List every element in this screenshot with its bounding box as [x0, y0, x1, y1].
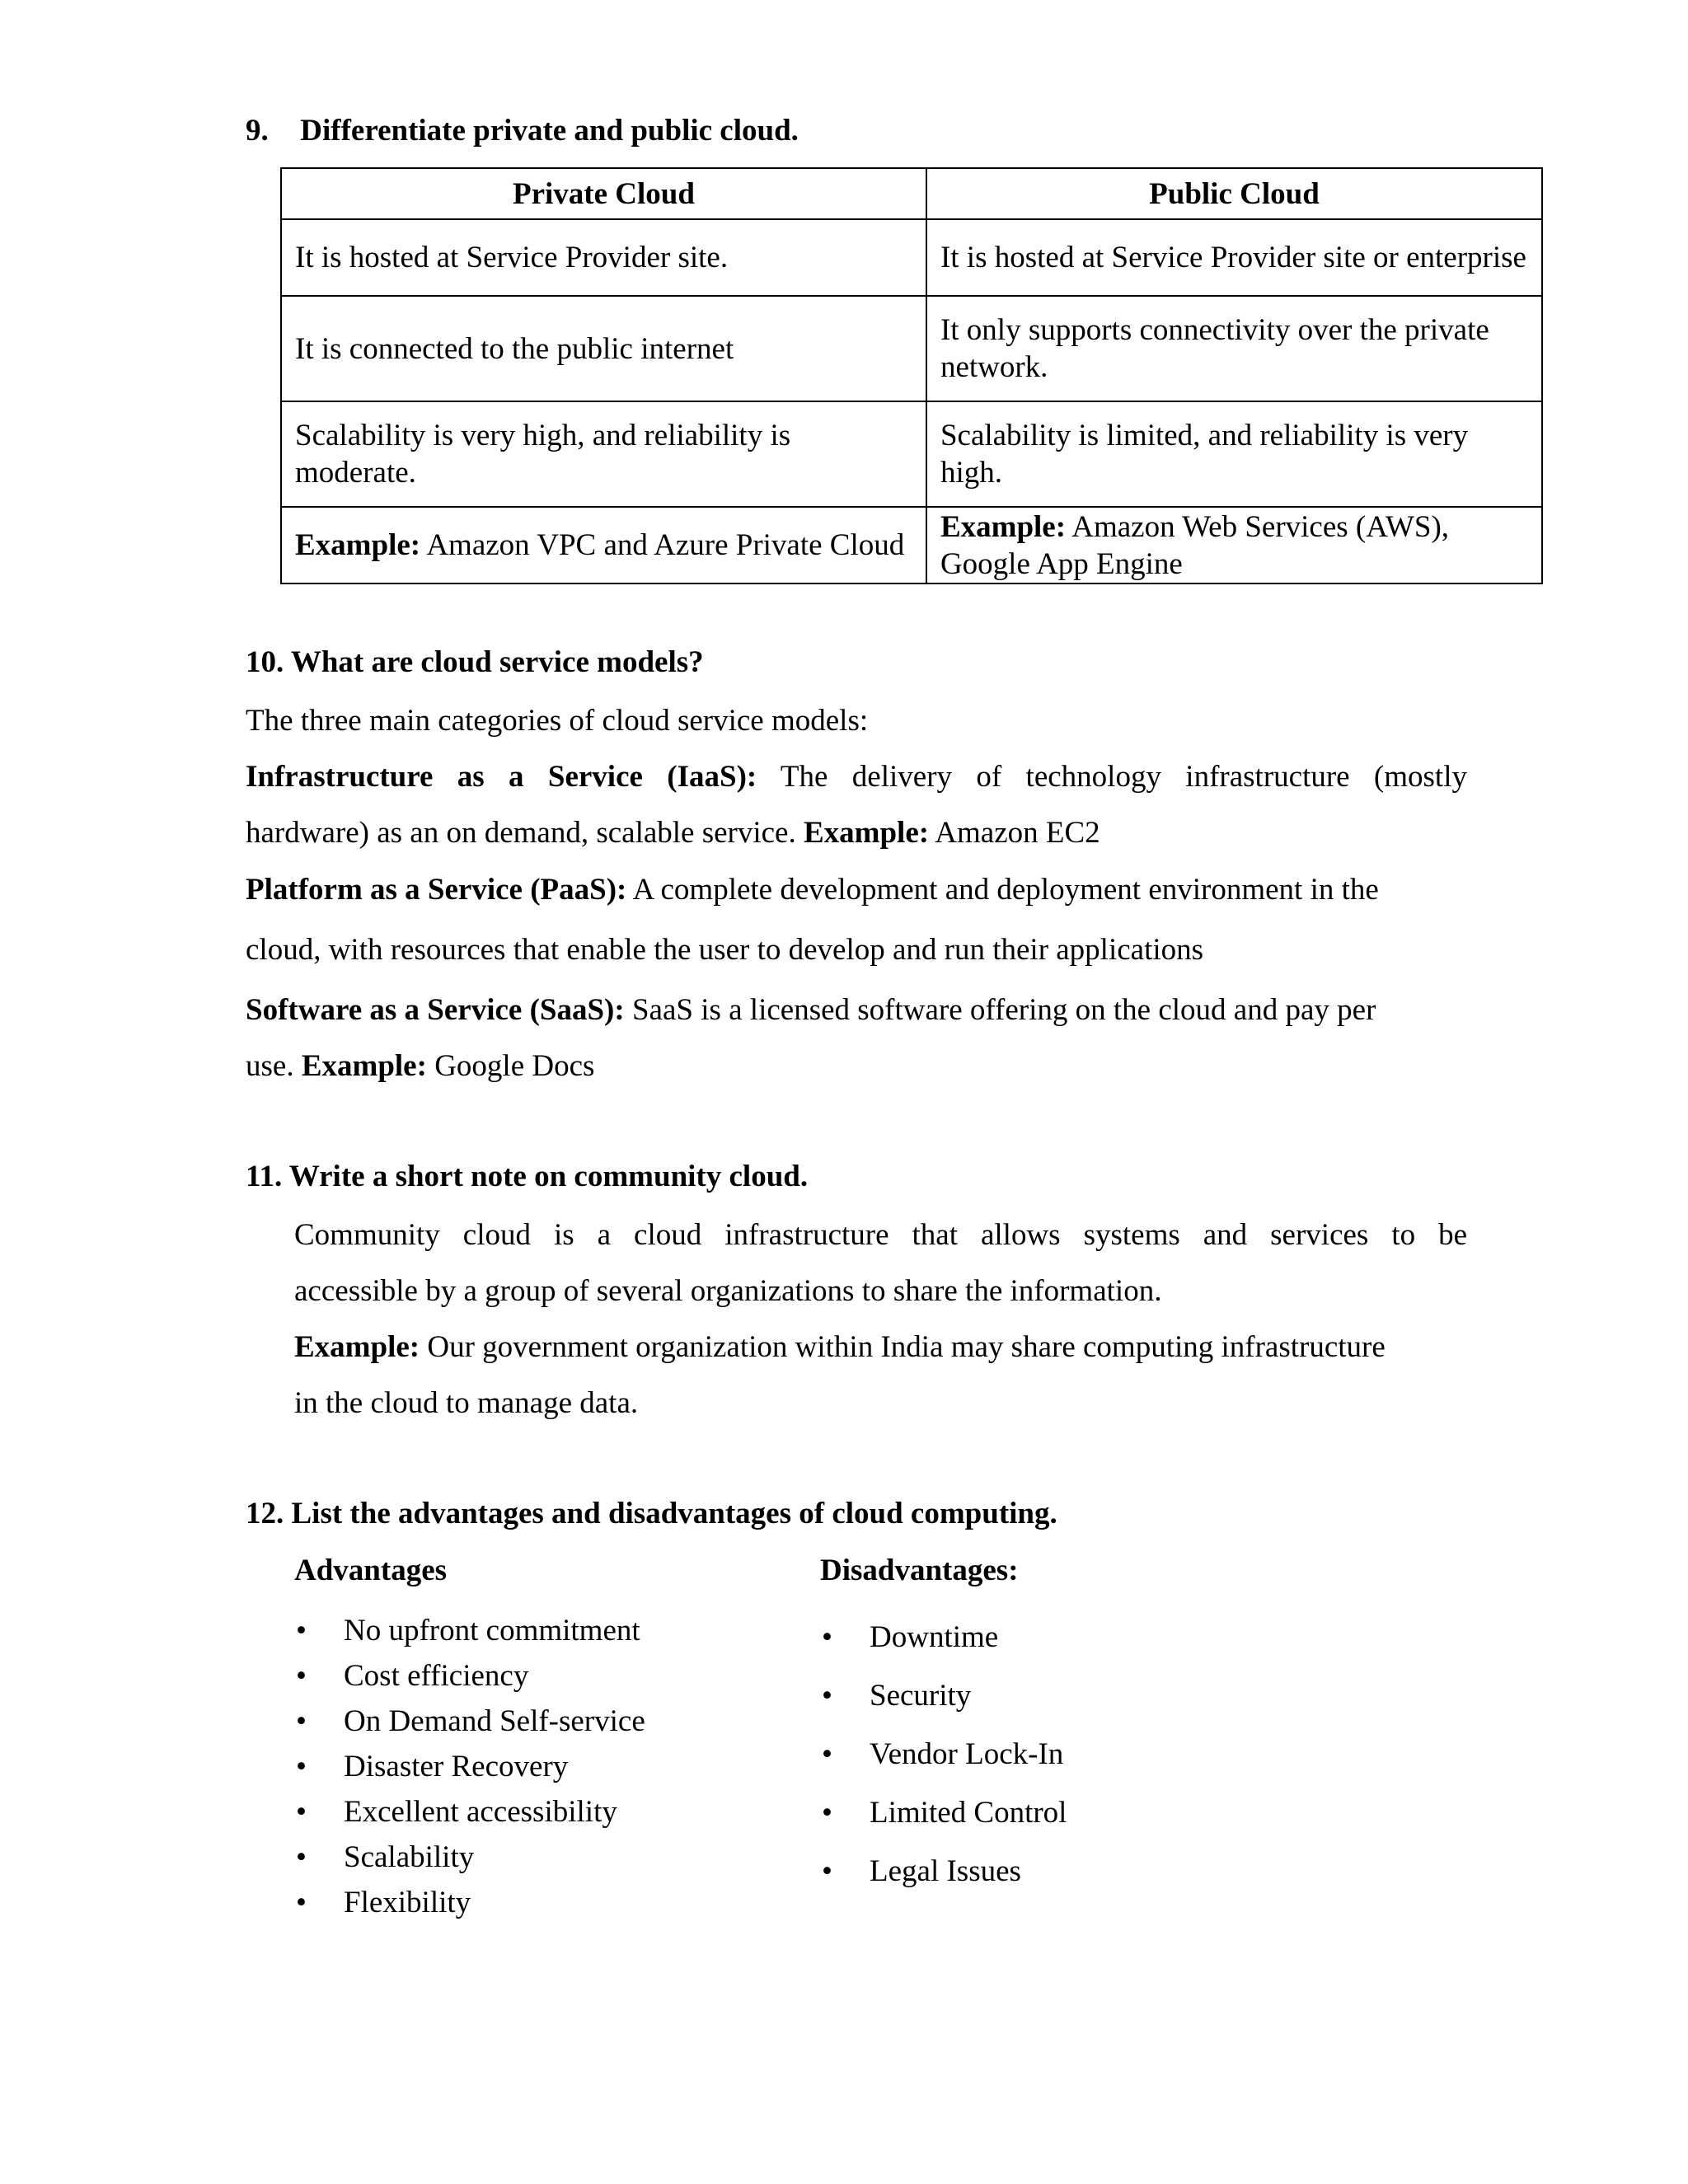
saas-example-label: Example:: [301, 1049, 427, 1083]
header-public-cloud: Public Cloud: [926, 168, 1542, 219]
paas-line-1: [246, 872, 1379, 907]
q9-title: Differentiate private and public cloud.: [300, 114, 799, 148]
iaas-label: Infrastructure as a Service (IaaS):: [246, 760, 757, 794]
bullet-icon: •: [296, 1704, 307, 1738]
bullet-icon: •: [296, 1840, 307, 1874]
list-item: [820, 1666, 1067, 1725]
q11-title: 11. Write a short note on community cloud.: [246, 1160, 809, 1193]
table-row: [281, 401, 1542, 507]
private-cell: It is hosted at Service Provider site.: [281, 219, 926, 296]
bullet-icon: •: [822, 1620, 832, 1654]
list-item: [820, 1725, 1067, 1783]
community-text-1: Community cloud is a cloud infrastructure that allows systems and services to be: [294, 1218, 1467, 1252]
table-header-row: [281, 168, 1542, 219]
community-example-text: Our government organization within India may share computing infrastructure: [420, 1330, 1386, 1364]
advantage-text: On Demand Self-service: [344, 1704, 645, 1738]
iaas-text: The delivery of technology infrastructure (mostly: [780, 760, 1467, 794]
example-text: Amazon VPC and Azure Private Cloud: [420, 528, 905, 562]
saas-text: SaaS is a licensed software offering on the cloud and pay per: [624, 993, 1376, 1027]
q9-heading: [246, 115, 799, 146]
community-example-label: Example:: [294, 1330, 420, 1364]
example-label: Example:: [295, 528, 421, 562]
paas-label: Platform as a Service (PaaS):: [246, 873, 627, 907]
disadvantage-text: Security: [870, 1679, 972, 1713]
table-row: [281, 219, 1542, 296]
bullet-icon: •: [296, 1614, 307, 1647]
table-row: [281, 507, 1542, 583]
q9-number: 9.: [246, 114, 269, 148]
list-item: [294, 1608, 645, 1653]
private-public-comparison-table: [280, 167, 1543, 584]
iaas-example-label: Example:: [803, 816, 930, 850]
paas-line-2: cloud, with resources that enable the user to develop and run their applications: [246, 933, 1204, 967]
advantage-text: No upfront commitment: [344, 1614, 640, 1647]
disadvantage-text: Downtime: [870, 1620, 999, 1654]
list-item: [820, 1608, 1067, 1666]
community-example-line: [294, 1329, 1386, 1365]
q12-title: 12. List the advantages and disadvantages of cloud computing.: [246, 1497, 1057, 1530]
iaas-line-2: [246, 815, 1100, 851]
list-item: [820, 1783, 1067, 1842]
bullet-icon: •: [296, 1750, 307, 1783]
disadvantages-list: [820, 1608, 1067, 1900]
list-item: [294, 1699, 645, 1744]
list-item: [294, 1835, 645, 1880]
saas-example: Google Docs: [426, 1049, 595, 1083]
bullet-icon: •: [822, 1796, 832, 1830]
community-example-line-2: in the cloud to manage data.: [294, 1386, 639, 1420]
private-cell: [281, 507, 926, 583]
saas-line-2: [246, 1048, 594, 1084]
list-item: [294, 1744, 645, 1789]
bullet-icon: •: [296, 1886, 307, 1919]
saas-text-2: use.: [246, 1049, 302, 1083]
table-row: [281, 296, 1542, 401]
public-cell: It only supports connectivity over the private network.: [926, 296, 1542, 401]
bullet-icon: •: [822, 1679, 832, 1713]
advantage-text: Excellent accessibility: [344, 1795, 617, 1829]
advantages-list: [294, 1608, 645, 1925]
advantage-text: Cost efficiency: [344, 1659, 529, 1693]
public-cell: [926, 507, 1542, 583]
advantage-text: Flexibility: [344, 1886, 471, 1919]
community-text-2: accessible by a group of several organizations to share the information.: [294, 1274, 1162, 1308]
public-cell: Scalability is limited, and reliability is very high.: [926, 401, 1542, 507]
list-item: [820, 1842, 1067, 1900]
saas-label: Software as a Service (SaaS):: [246, 993, 625, 1027]
advantage-text: Disaster Recovery: [344, 1750, 569, 1783]
disadvantage-text: Legal Issues: [870, 1854, 1021, 1888]
iaas-line-1: [246, 759, 1467, 794]
bullet-icon: •: [822, 1854, 832, 1888]
disadvantages-heading: Disadvantages:: [820, 1554, 1019, 1587]
disadvantage-text: Vendor Lock-In: [870, 1737, 1064, 1771]
advantage-text: Scalability: [344, 1840, 475, 1874]
advantages-heading: Advantages: [294, 1554, 448, 1587]
saas-line-1: [246, 992, 1376, 1028]
bullet-icon: •: [296, 1795, 307, 1829]
private-cell: It is connected to the public internet: [281, 296, 926, 401]
iaas-text-2: hardware) as an on demand, scalable service.: [246, 816, 796, 850]
private-cell: Scalability is very high, and reliability is moderate.: [281, 401, 926, 507]
example-label: Example:: [940, 509, 1067, 544]
q10-intro: The three main categories of cloud service models:: [246, 704, 869, 738]
iaas-example: Amazon EC2: [929, 816, 1100, 850]
list-item: [294, 1880, 645, 1925]
paas-text: A complete development and deployment environment in the: [626, 873, 1379, 907]
example-text: Amazon Web Services (AWS), Google App Engine: [940, 509, 1450, 581]
q10-title: 10. What are cloud service models?: [246, 645, 704, 679]
list-item: [294, 1653, 645, 1699]
public-cell: It is hosted at Service Provider site or enterprise: [926, 219, 1542, 296]
list-item: [294, 1789, 645, 1835]
bullet-icon: •: [296, 1659, 307, 1693]
header-private-cloud: Private Cloud: [281, 168, 926, 219]
bullet-icon: •: [822, 1737, 832, 1771]
disadvantage-text: Limited Control: [870, 1796, 1067, 1830]
